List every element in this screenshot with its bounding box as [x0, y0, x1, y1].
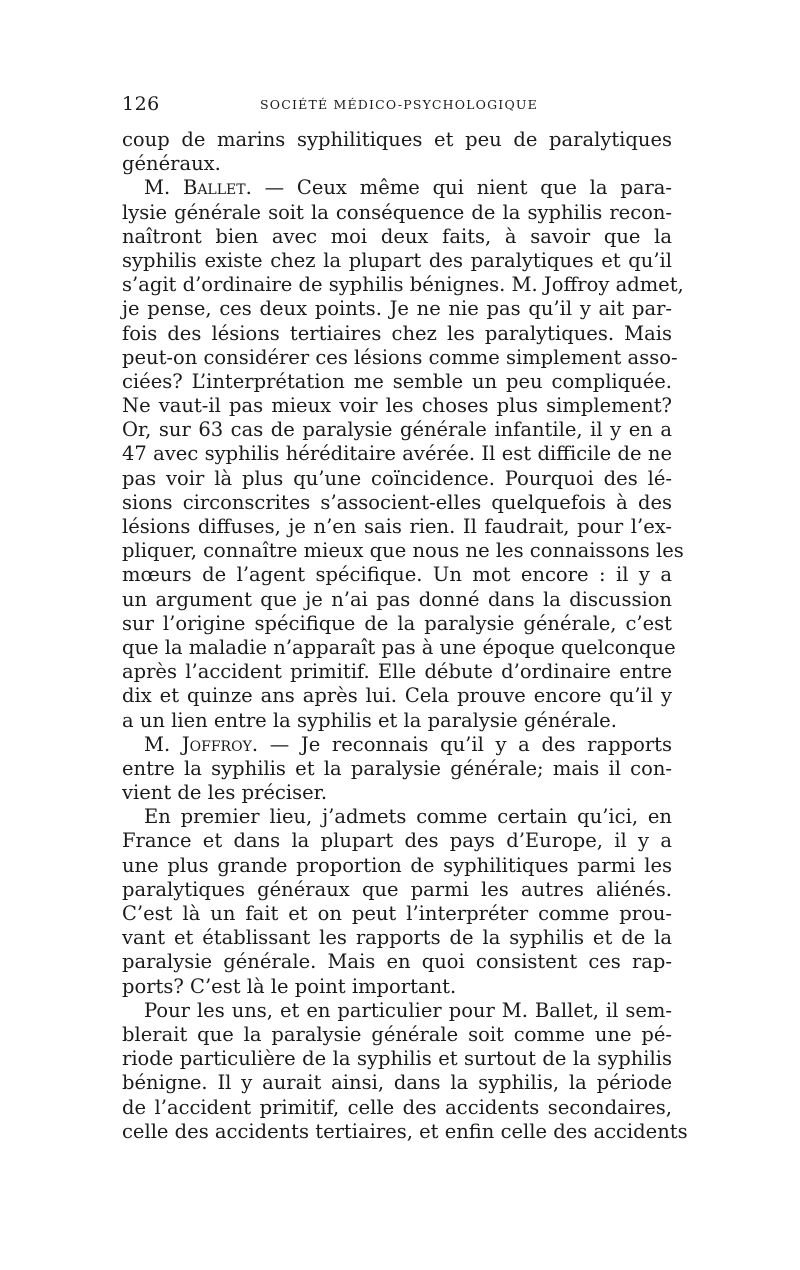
text-line: un argument que je n’ai pas donné dans la discussion: [122, 587, 672, 611]
speaker-text: — Ceux même qui nient que la para-: [251, 176, 673, 200]
running-head: [122, 93, 680, 117]
text-line: généraux.: [122, 152, 221, 176]
speaker-text: — Je reconnais qu’il y a des rapports: [258, 732, 672, 756]
text-line: En premier lieu, j’admets comme certain qu’ici, en: [144, 805, 672, 829]
text-line: Ne vaut-il pas mieux voir les choses plus simplement?: [122, 394, 672, 418]
text-line: lésions diffuses, je n’en sais rien. Il faudrait, pour l’ex-: [122, 515, 672, 538]
text-line: bénigne. Il y aurait ainsi, dans la syphilis, la période: [122, 1071, 672, 1095]
text-line: celle des accidents tertiaires, et enfin celle des accidents: [122, 1119, 688, 1143]
speaker-name: M. Ballet.: [144, 176, 252, 200]
text-line: C’est là un fait et on peut l’interpréter comme prou-: [122, 902, 672, 925]
text-line: après l’accident primitif. Elle débute d’ordinaire entre: [122, 660, 672, 684]
text-line: vient de les préciser.: [122, 781, 328, 805]
text-line: de l’accident primitif, celle des accidents secondaires,: [122, 1095, 672, 1119]
running-title: SOCIÉTÉ MÉDICO-PSYCHOLOGIQUE: [260, 97, 538, 112]
text-line: fois des lésions tertiaires chez les paralytiques. Mais: [122, 321, 672, 345]
text-line: s’agit d’ordinaire de syphilis bénignes. M. Joffroy admet,: [122, 273, 684, 297]
text-line: syphilis existe chez la plupart des paralytiques et qu’il: [122, 248, 672, 272]
text-line: une plus grande proportion de syphilitiques parmi les: [122, 853, 672, 877]
text-line: sur l’origine spécifique de la paralysie générale, c’est: [122, 611, 672, 635]
text-line: que la maladie n’apparaît pas à une époque quelconque: [122, 635, 676, 659]
speaker-name: M. Joffroy.: [144, 732, 259, 756]
text-line: pliquer, connaître mieux que nous ne les connaissons les: [122, 539, 684, 563]
text-line: peut-on considérer ces lésions comme simplement asso-: [122, 345, 678, 369]
text-line: France et dans la plupart des pays d’Europe, il y a: [122, 829, 672, 853]
text-line: riode particulière de la syphilis et surtout de la syphilis: [122, 1047, 672, 1071]
text-line: Or, sur 63 cas de paralysie générale infantile, il y en a: [122, 418, 672, 442]
page-number: 126: [122, 93, 160, 115]
text-line: lysie générale soit la conséquence de la syphilis recon-: [122, 200, 672, 224]
text-line: entre la syphilis et la paralysie générale; mais il con-: [122, 756, 672, 780]
text-line: ciées? L’interprétation me semble un peu compliquée.: [122, 369, 672, 393]
text-line: sions circonscrites s’associent-elles quelquefois à des: [122, 490, 672, 514]
text-line: naîtront bien avec moi deux faits, à savoir que la: [122, 224, 672, 248]
text-line: Pour les uns, et en particulier pour M. Ballet, il sem-: [144, 998, 672, 1022]
text-line: mœurs de l’agent spécifique. Un mot encore : il y a: [122, 563, 672, 587]
text-line: [122, 176, 672, 200]
text-line: pas voir là plus qu’une coïncidence. Pourquoi des lé-: [122, 466, 672, 490]
text-line: je pense, ces deux points. Je ne nie pas qu’il y ait par-: [122, 297, 672, 321]
text-line: paralytiques généraux que parmi les autres aliénés.: [122, 877, 672, 901]
text-line: coup de marins syphilitiques et peu de paralytiques: [122, 128, 672, 151]
text-line: ports? C’est là le point important.: [122, 974, 457, 998]
text-line: dix et quinze ans après lui. Cela prouve encore qu’il y: [122, 684, 672, 708]
text-line: vant et établissant les rapports de la syphilis et de la: [122, 926, 672, 950]
body-text: [122, 128, 688, 1144]
text-line: paralysie générale. Mais en quoi consistent ces rap-: [122, 950, 672, 974]
text-line: blerait que la paralysie générale soit comme une pé-: [122, 1022, 672, 1046]
text-line: [122, 733, 672, 757]
text-line: a un lien entre la syphilis et la paralysie générale.: [122, 708, 617, 732]
text-line: 47 avec syphilis héréditaire avérée. Il est difficile de ne: [122, 442, 672, 466]
